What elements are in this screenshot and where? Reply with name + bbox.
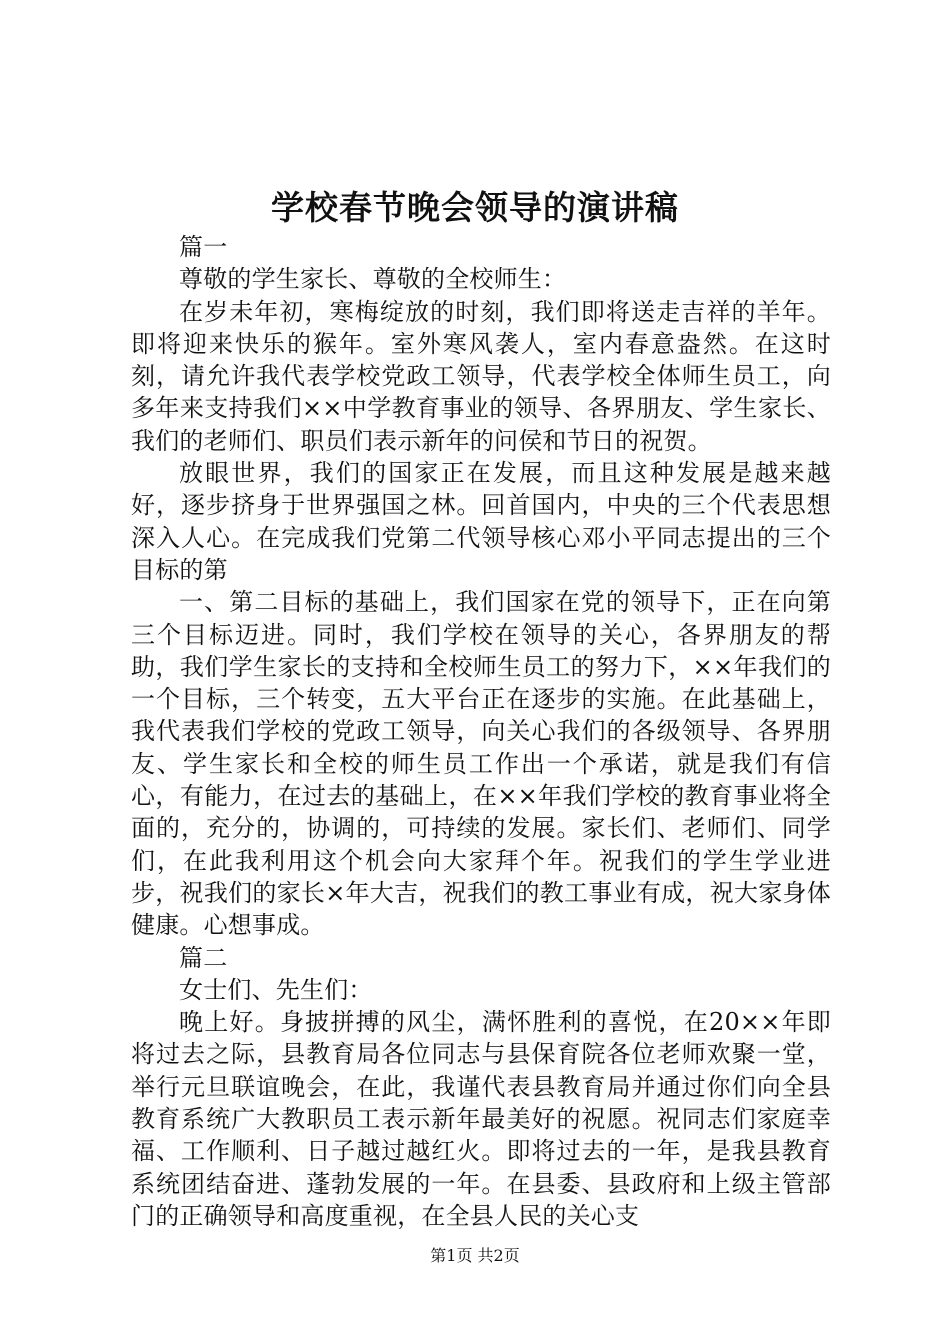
section-heading-1: 篇一 [179, 233, 228, 261]
body-paragraph: 一、第二目标的基础上，我们国家在党的领导下，正在向第三个目标迈进。同时，我们学校在领导的关心，各界朋友的帮助，我们学生家长的支持和全校师生员工的努力下，××年我们的一个目标，三个转变，五大平台正在逐步的实施。在此基础上，我代表我们学校的党政工领导，向关心我们的各级领导、各界朋友、学生家长和全校的师生员工作出一个承诺，就是我们有信心，有能力，在过去的基础上，在××年我们学校的教育事业将全面的，充分的，协调的，可持续的发展。家长们、老师们、同学们，在此我利用这个机会向大家拜个年。祝我们的学生学业进步，祝我们的家长×年大吉，祝我们的教工事业有成，祝大家身体健康。心想事成。 [131, 588, 831, 940]
body-paragraph: 在岁未年初，寒梅绽放的时刻，我们即将送走吉祥的羊年。即将迎来快乐的猴年。室外寒风袭人，室内春意盎然。在这时刻，请允许我代表学校党政工领导，代表学校全体师生员工，向多年来支持我们××中学教育事业的领导、各界朋友、学生家长、我们的老师们、职员们表示新年的问侯和节日的祝贺。 [131, 297, 831, 455]
salutation-1: 尊敬的学生家长、尊敬的全校师生： [179, 265, 567, 294]
salutation-2: 女士们、先生们： [179, 975, 373, 1004]
body-paragraph: 晚上好。身披拼搏的风尘，满怀胜利的喜悦，在20××年即将过去之际，县教育局各位同志与县保育院各位老师欢聚一堂，举行元旦联谊晚会，在此，我谨代表县教育局并通过你们向全县教育系统广大教职员工表示新年最美好的祝愿。祝同志们家庭幸福、工作顺利、日子越过越红火。即将过去的一年，是我县教育系统团结奋进、蓬勃发展的一年。在县委、县政府和上级主管部门的正确领导和高度重视，在全县人民的关心支 [131, 1008, 831, 1230]
document-title: 学校春节晚会领导的演讲稿 [271, 188, 679, 227]
section-heading-2: 篇二 [179, 943, 228, 972]
body-paragraph: 放眼世界，我们的国家正在发展，而且这种发展是越来越好，逐步挤身于世界强国之林。回首国内，中央的三个代表思想深入人心。在完成我们党第二代领导核心邓小平同志提出的三个目标的第 [131, 459, 831, 584]
page-footer: 第1页 共2页 [430, 1246, 520, 1265]
document-body [131, 231, 831, 1232]
